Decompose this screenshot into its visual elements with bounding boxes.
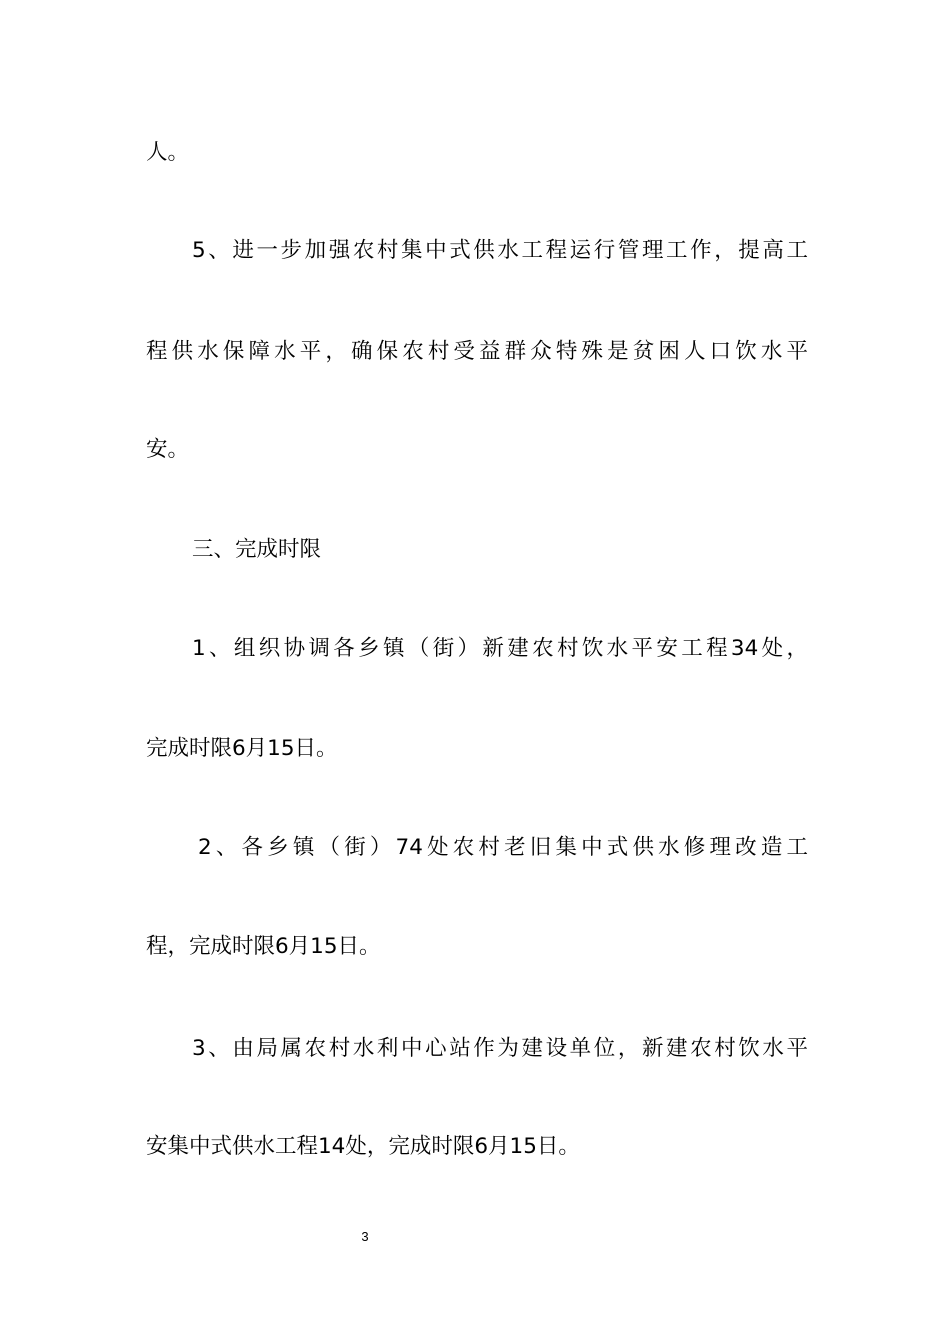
paragraph-5-line-1: 5、进一步加强农村集中式供水工程运行管理工作，提高工: [192, 238, 808, 263]
item-2-line-1: 2、各乡镇（街）74处农村老旧集中式供水修理改造工: [198, 835, 808, 860]
item-3-line-2: 安集中式供水工程14处，完成时限6月15日。: [146, 1134, 580, 1159]
item-1-line-2: 完成时限6月15日。: [146, 736, 338, 761]
item-3-line-1: 3、由局属农村水利中心站作为建设单位，新建农村饮水平: [192, 1036, 808, 1061]
page-number: 3: [361, 1229, 369, 1244]
item-2-line-2: 程，完成时限6月15日。: [146, 934, 381, 959]
paragraph-5-line-3: 安。: [146, 437, 190, 462]
item-1-line-1: 1、组织协调各乡镇（街）新建农村饮水平安工程34处，: [192, 636, 808, 661]
text-line-1: 人。: [146, 140, 190, 165]
paragraph-5-line-2: 程供水保障水平，确保农村受益群众特殊是贫困人口饮水平: [146, 339, 808, 364]
section-heading: 三、完成时限: [192, 537, 322, 562]
